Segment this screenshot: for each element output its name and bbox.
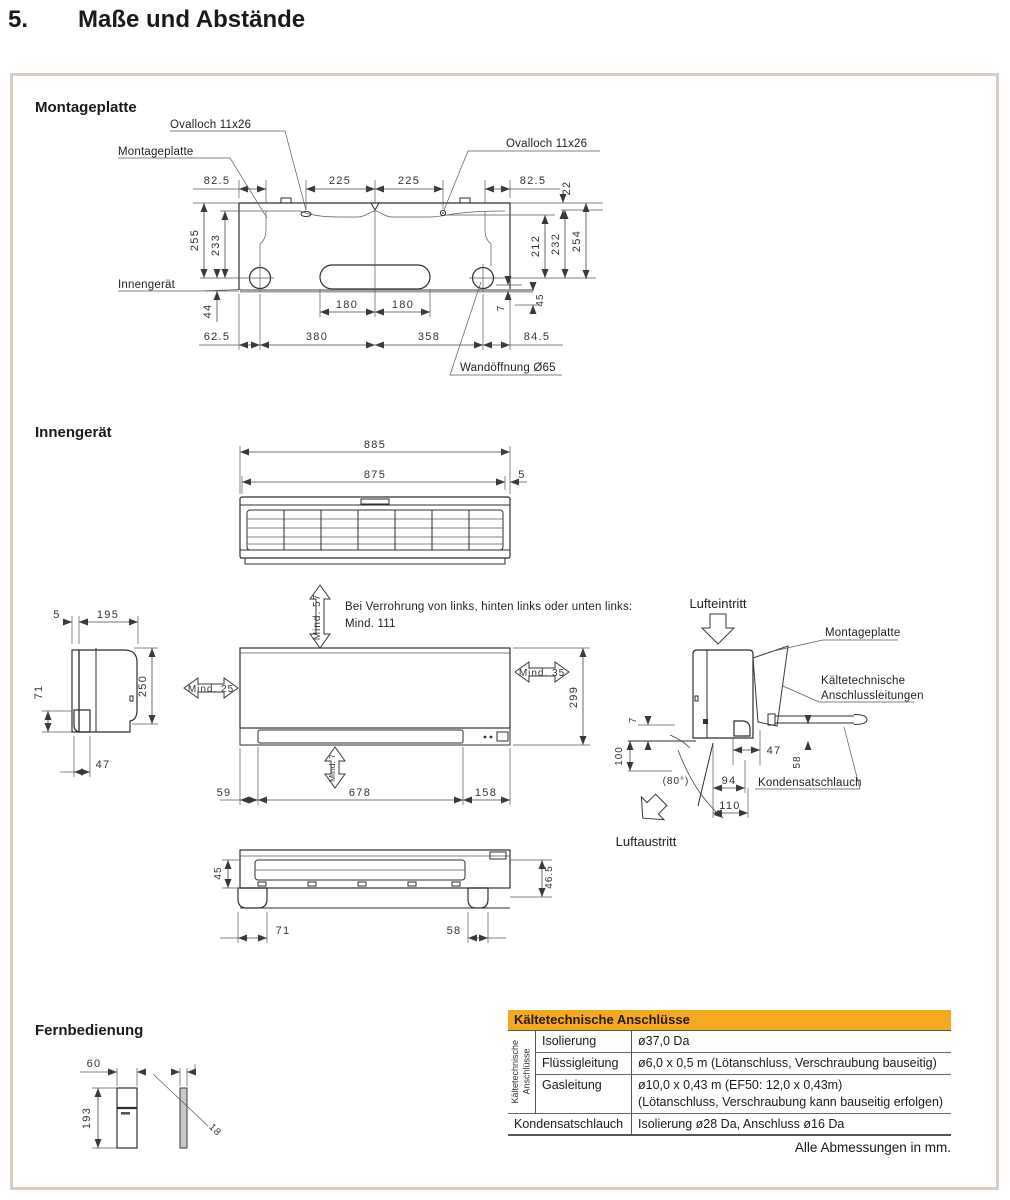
sideview-left — [33, 609, 158, 777]
bottomview-unit — [238, 850, 510, 908]
row-isolierung-value: ø37,0 Da — [632, 1031, 951, 1053]
label-wandoeffnung: Wandöffnung Ø65 — [460, 362, 556, 374]
dim-885: 885 — [363, 439, 387, 451]
dim-7-right: 7 — [628, 716, 639, 724]
pipe-note-line1: Bei Verrohrung von links, hinten links oder unten links: — [345, 601, 633, 613]
dim-232: 232 — [550, 232, 562, 256]
label-innengeraet: Innengerät — [118, 279, 175, 291]
dim-225-left: 225 — [328, 175, 352, 187]
plate-dimensions — [189, 175, 603, 350]
label-kondensatschlauch: Kondensatschlauch — [758, 777, 862, 789]
dim-380: 380 — [305, 331, 329, 343]
dim-255: 255 — [189, 228, 201, 252]
label-kaelte-1: Kältetechnische — [821, 675, 906, 687]
drain-elbow — [734, 721, 750, 736]
label-montageplatte-2: Montageplatte — [825, 627, 901, 639]
topview-dimensions — [240, 439, 527, 494]
dim-82-5-right: 82.5 — [519, 175, 547, 187]
dim-212: 212 — [530, 234, 542, 258]
mind-35: Mind. 35 — [518, 668, 566, 679]
topview-unit — [240, 497, 510, 564]
label-luftaustritt: Luftaustritt — [615, 834, 677, 849]
mind-7: Mind. 7 — [327, 754, 337, 782]
row-isolierung-name: Isolierung — [536, 1031, 632, 1053]
dim-82-5-left: 82.5 — [203, 175, 231, 187]
pipe — [775, 715, 867, 725]
remote-front — [80, 1058, 145, 1148]
dim-158: 158 — [474, 787, 498, 799]
montageplatte-drawing — [100, 118, 620, 395]
dim-193: 193 — [81, 1106, 93, 1130]
dim-180-right: 180 — [391, 299, 415, 311]
remote-side — [153, 1064, 223, 1148]
dim-47-side: 47 — [95, 759, 111, 771]
heading-montageplatte: Montageplatte — [35, 99, 137, 116]
label-kaelte-2: Anschlussleitungen — [821, 690, 924, 702]
dim-46-5: 46.5 — [544, 865, 555, 889]
dim-180-left: 180 — [335, 299, 359, 311]
mind-25: Mind. 25 — [187, 684, 235, 695]
dimensions-note: Alle Abmessungen in mm. — [794, 1140, 951, 1155]
dim-45-bottom: 45 — [213, 866, 224, 880]
dim-59: 59 — [216, 787, 232, 799]
dim-299: 299 — [568, 685, 580, 709]
table-body — [508, 1030, 951, 1136]
dim-80deg: (80°) — [662, 776, 690, 787]
dim-44: 44 — [202, 303, 214, 319]
side-label-line1: Kältetechnische — [510, 1039, 521, 1104]
air-inlet-arrow — [702, 614, 734, 644]
heading-fernbedienung: Fernbedienung — [35, 1022, 144, 1039]
label-lufteintritt: Lufteintritt — [689, 596, 747, 611]
page-title: Maße und Abstände — [78, 6, 306, 33]
bottomview-dimensions — [213, 860, 555, 943]
row-fluessigleitung-value: ø6,0 x 0,5 m (Lötanschluss, Verschraubung bauseitig) — [632, 1053, 951, 1075]
bottomview-drawing — [180, 835, 600, 960]
row-kondensatschlauch-value: Isolierung ø28 Da, Anschluss ø16 Da — [638, 1116, 845, 1131]
dim-100: 100 — [614, 746, 625, 766]
dim-62-5: 62.5 — [203, 331, 231, 343]
dim-58-right: 58 — [792, 755, 803, 769]
air-outlet-arrow — [631, 788, 672, 829]
label-ovalloch-left: Ovalloch 11x26 — [170, 119, 252, 131]
dim-7: 7 — [496, 304, 507, 312]
flap-line — [698, 743, 713, 806]
dim-5-side: 5 — [53, 609, 61, 621]
table-side-label — [508, 1031, 536, 1114]
dim-58-bottom: 58 — [446, 925, 462, 937]
section-number: 5. — [8, 6, 29, 33]
row-gasleitung-value — [632, 1075, 951, 1114]
clearance-drawing — [30, 580, 980, 870]
dim-18: 18 — [206, 1121, 224, 1139]
dim-875: 875 — [363, 469, 387, 481]
foot-right — [468, 888, 488, 908]
row-kondensatschlauch-name: Kondensatschlauch — [508, 1114, 632, 1135]
row-fluessigleitung-name: Flüssigleitung — [536, 1053, 632, 1075]
dim-45: 45 — [535, 293, 546, 307]
dim-71-bottom: 71 — [275, 925, 291, 937]
dim-84-5: 84.5 — [523, 331, 551, 343]
fernbedienung-drawing — [60, 1040, 260, 1170]
dim-110: 110 — [719, 800, 741, 812]
heading-innengeraet: Innengerät — [35, 424, 112, 441]
dim-250: 250 — [137, 674, 149, 698]
dim-254: 254 — [571, 229, 583, 253]
table-header: Kältetechnische Anschlüsse — [508, 1010, 951, 1030]
dim-5-top: 5 — [518, 469, 526, 481]
sideview-right — [614, 596, 924, 849]
side-label-line2: Anschlüsse — [521, 1048, 532, 1095]
dim-22: 22 — [561, 180, 573, 196]
connections-table — [508, 1010, 951, 1136]
gasleitung-value-line1: ø10,0 x 0,43 m (EF50: 12,0 x 0,43m) — [638, 1077, 843, 1092]
dim-94: 94 — [721, 775, 737, 787]
foot-left — [238, 888, 267, 908]
pipe-note-line2: Mind. 111 — [345, 618, 396, 630]
dim-358: 358 — [417, 331, 441, 343]
frontview — [184, 585, 632, 805]
label-montageplatte: Montageplatte — [118, 146, 194, 158]
dim-678: 678 — [348, 787, 372, 799]
row-gasleitung-name: Gasleitung — [536, 1075, 632, 1114]
dim-195: 195 — [96, 609, 120, 621]
dim-47-right: 47 — [766, 745, 782, 757]
gasleitung-value-line2: (Lötanschluss, Verschraubung kann bauseitig erfolgen) — [638, 1094, 944, 1109]
dim-225-right: 225 — [397, 175, 421, 187]
dim-60: 60 — [86, 1058, 102, 1070]
dim-233: 233 — [210, 233, 222, 257]
mind-57: Mind. 57 — [312, 593, 323, 641]
dim-71: 71 — [33, 684, 45, 700]
topview-drawing — [225, 438, 555, 573]
label-ovalloch-right: Ovalloch 11x26 — [506, 138, 588, 150]
